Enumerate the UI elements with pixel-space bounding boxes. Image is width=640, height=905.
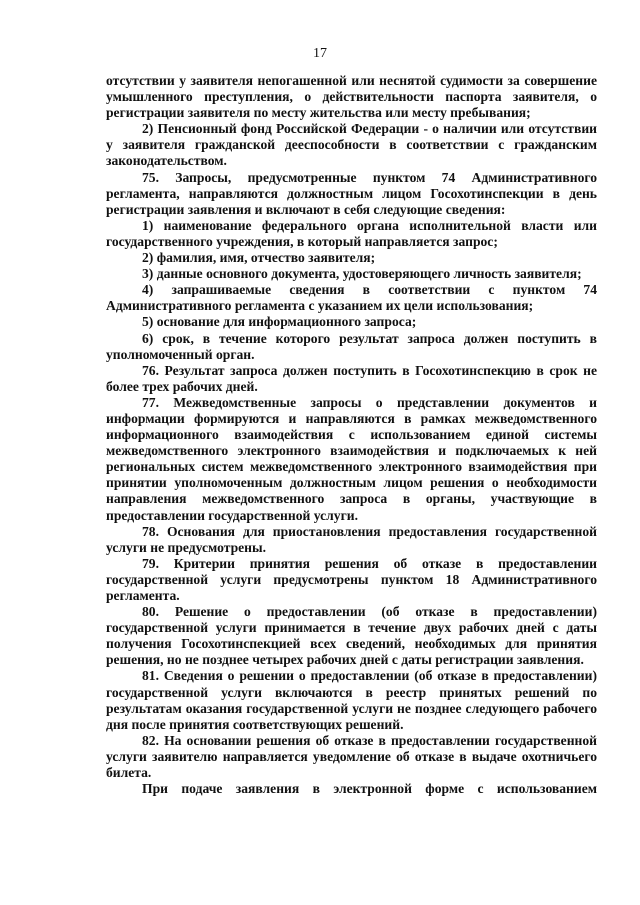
paragraph: 81. Сведения о решении о предоставлении (об отказе в предоставлении) государственной услуги включаются в реестр принятых решений по результатам оказания государственной услуги не позднее следующего рабочего дня после принятия соответствующих решений. [106,668,597,732]
paragraph: 79. Критерии принятия решения об отказе в предоставлении государственной услуги предусмотрены пунктом 18 Административного регламента. [106,555,597,603]
paragraph: 2) Пенсионный фонд Российской Федерации - о наличии или отсутствии у заявителя гражданской дееспособности в соответствии с гражданским законодательством. [106,121,597,169]
paragraph: 76. Результат запроса должен поступить в Госохотинспекцию в срок не более трех рабочих дней. [106,362,597,394]
paragraph: 3) данные основного документа, удостоверяющего личность заявителя; [142,266,582,282]
paragraph: 1) наименование федерального органа исполнительной власти или государственного учреждения, в который направляется запрос; [106,217,597,249]
paragraph: 78. Основания для приостановления предоставления государственной услуги не предусмотрены. [106,523,597,555]
paragraph: 4) запрашиваемые сведения в соответствии с пунктом 74 Административного регламента с указанием их цели использования; [106,282,597,314]
paragraph: отсутствии у заявителя непогашенной или неснятой судимости за совершение умышленного преступления, о действительности паспорта заявителя, о регистрации заявителя по месту жительства или месту пребывания; [106,73,597,121]
paragraph: 80. Решение о предоставлении (об отказе в предоставлении) государственной услуги принимается в течение двух рабочих дней с даты получения Госохотинспекцией всех сведений, необходимых для принятия решения, но не позднее четырех рабочих дней с даты регистрации заявления. [106,604,597,668]
paragraph: 6) срок, в течение которого результат запроса должен поступить в уполномоченный орган. [106,330,597,362]
paragraph: 77. Межведомственные запросы о представлении документов и информации формируются и направляются в рамках межведомственного информационного взаимодействия с использованием единой системы межведомственного электронного взаимодействия и подключаемых к ней региональных систем межведомственного электронного взаимодействия при принятии уполномоченным должностным лицом решения о необходимости направления межведомственного запроса в органы, участвующие в предоставлении государственной услуги. [106,394,597,523]
paragraph: 5) основание для информационного запроса; [142,314,417,330]
page-number: 17 [313,46,327,61]
paragraph: 75. Запросы, предусмотренные пунктом 74 Административного регламента, направляются должностным лицом Госохотинспекции в день регистрации заявления и включают в себя следующие сведения: [106,169,597,217]
document-body [106,73,597,797]
paragraph: При подаче заявления в электронной форме с использованием [142,781,597,797]
paragraph: 2) фамилия, имя, отчество заявителя; [142,250,376,266]
paragraph: 82. На основании решения об отказе в предоставлении государственной услуги заявителю направляется уведомление об отказе в выдаче охотничьего билета. [106,732,597,781]
